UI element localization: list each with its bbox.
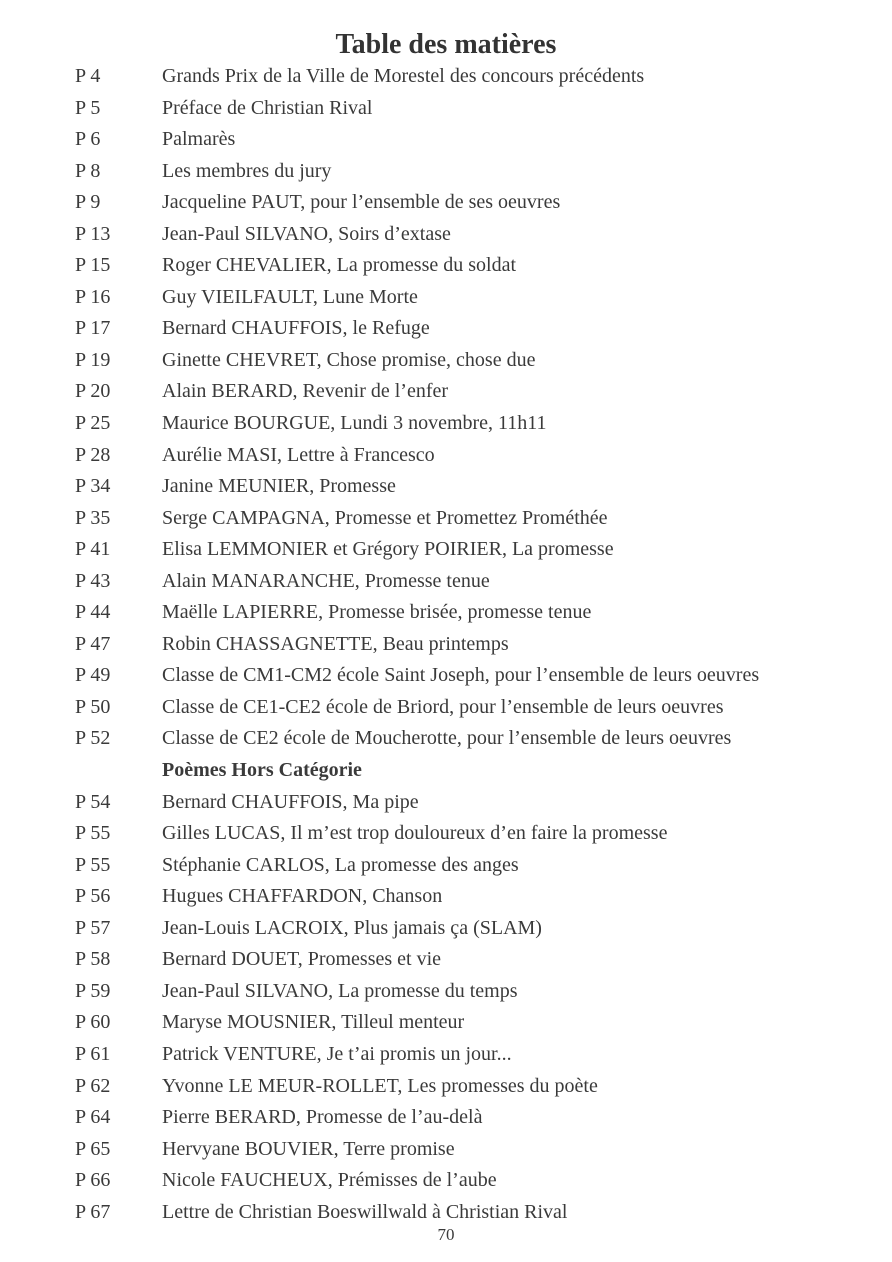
toc-page-number: P 5 xyxy=(75,96,101,119)
toc-row xyxy=(0,156,892,188)
toc-row xyxy=(0,250,892,282)
toc-entry-title: Maëlle LAPIERRE, Promesse brisée, promesse tenue xyxy=(162,601,592,624)
toc-page-number: P 16 xyxy=(75,285,111,308)
toc-entry-title: Préface de Christian Rival xyxy=(162,96,373,119)
toc-row xyxy=(0,376,892,408)
toc-page-number: P 41 xyxy=(75,538,111,561)
toc-row xyxy=(0,692,892,724)
toc-page-number: P 58 xyxy=(75,948,111,971)
toc-page-number: P 6 xyxy=(75,128,101,151)
toc-entry-title: Alain MANARANCHE, Promesse tenue xyxy=(162,569,490,592)
toc-entry-title: Ginette CHEVRET, Chose promise, chose due xyxy=(162,348,536,371)
toc-page-number: P 4 xyxy=(75,65,101,87)
toc-entry-title: Pierre BERARD, Promesse de l’au-delà xyxy=(162,1106,483,1129)
toc-row xyxy=(0,1039,892,1071)
toc-entry-title: Hervyane BOUVIER, Terre promise xyxy=(162,1137,455,1160)
toc-entry-title: Jacqueline PAUT, pour l’ensemble de ses oeuvres xyxy=(162,191,561,214)
toc-page-number: P 43 xyxy=(75,569,111,592)
toc-row xyxy=(0,219,892,251)
toc-page-number: P 25 xyxy=(75,412,111,435)
toc-row xyxy=(0,534,892,566)
toc-row xyxy=(0,787,892,819)
toc-entry-title: Classe de CE1-CE2 école de Briord, pour l’ensemble de leurs oeuvres xyxy=(162,695,724,718)
toc-row xyxy=(0,503,892,535)
toc-row xyxy=(0,660,892,692)
toc-page-number: P 54 xyxy=(75,790,111,813)
toc-entry-title: Lettre de Christian Boeswillwald à Christian Rival xyxy=(162,1200,568,1223)
toc-page-number: P 66 xyxy=(75,1169,111,1192)
toc-section-title: Poèmes Hors Catégorie xyxy=(162,759,362,782)
toc-page-number: P 47 xyxy=(75,632,111,655)
toc-row xyxy=(0,597,892,629)
toc-row xyxy=(0,850,892,882)
toc-page-number: P 35 xyxy=(75,506,111,529)
toc-page-number: P 44 xyxy=(75,601,111,624)
toc-entry-title: Alain BERARD, Revenir de l’enfer xyxy=(162,380,449,403)
toc-entry-title: Patrick VENTURE, Je t’ai promis un jour... xyxy=(162,1042,512,1065)
toc-page-number: P 20 xyxy=(75,380,111,403)
toc-entry-title: Janine MEUNIER, Promesse xyxy=(162,475,396,498)
toc-entry-title: Hugues CHAFFARDON, Chanson xyxy=(162,885,443,908)
toc-entry-title: Classe de CM1-CM2 école Saint Joseph, pour l’ensemble de leurs oeuvres xyxy=(162,664,760,687)
toc-row xyxy=(0,440,892,472)
toc-row xyxy=(0,976,892,1008)
toc-row xyxy=(0,629,892,661)
toc-row xyxy=(0,61,892,93)
toc-entry-title: Roger CHEVALIER, La promesse du soldat xyxy=(162,254,517,277)
toc-row xyxy=(0,566,892,598)
toc-entry-title: Jean-Louis LACROIX, Plus jamais ça (SLAM) xyxy=(162,916,542,939)
toc-page-number: P 56 xyxy=(75,885,111,908)
toc-entry-title: Yvonne LE MEUR-ROLLET, Les promesses du poète xyxy=(162,1074,598,1097)
toc-row xyxy=(0,93,892,125)
toc-entry-title: Maryse MOUSNIER, Tilleul menteur xyxy=(162,1011,465,1034)
toc-entry-title: Robin CHASSAGNETTE, Beau printemps xyxy=(162,632,509,655)
toc-page-number: P 49 xyxy=(75,664,111,687)
toc-entry-title: Nicole FAUCHEUX, Prémisses de l’aube xyxy=(162,1169,497,1192)
toc-page-number: P 60 xyxy=(75,1011,111,1034)
toc-page-number: P 8 xyxy=(75,159,101,182)
toc-entry-title: Elisa LEMMONIER et Grégory POIRIER, La promesse xyxy=(162,538,614,561)
table-of-contents xyxy=(0,61,892,1228)
toc-page-number: P 62 xyxy=(75,1074,111,1097)
toc-row xyxy=(0,723,892,755)
toc-entry-title: Serge CAMPAGNA, Promesse et Promettez Prométhée xyxy=(162,506,608,529)
toc-row xyxy=(0,313,892,345)
toc-row xyxy=(0,187,892,219)
toc-row xyxy=(0,818,892,850)
toc-page-number: P 13 xyxy=(75,222,111,245)
toc-page-number: P 55 xyxy=(75,822,111,845)
toc-row xyxy=(0,1165,892,1197)
toc-row xyxy=(0,944,892,976)
toc-entry-title: Jean-Paul SILVANO, Soirs d’extase xyxy=(162,222,451,245)
toc-section-heading xyxy=(0,755,892,787)
toc-entry-title: Bernard CHAUFFOIS, le Refuge xyxy=(162,317,430,340)
toc-entry-title: Aurélie MASI, Lettre à Francesco xyxy=(162,443,435,466)
page-title: Table des matières xyxy=(335,29,557,60)
toc-page-number: P 55 xyxy=(75,853,111,876)
page-number: 70 xyxy=(437,1225,455,1244)
toc-page-number: P 17 xyxy=(75,317,111,340)
toc-entry-title: Grands Prix de la Ville de Morestel des concours précédents xyxy=(162,65,645,87)
toc-row xyxy=(0,881,892,913)
toc-page-number: P 57 xyxy=(75,916,111,939)
toc-row xyxy=(0,1134,892,1166)
toc-row xyxy=(0,408,892,440)
toc-row xyxy=(0,471,892,503)
toc-row xyxy=(0,282,892,314)
toc-entry-title: Guy VIEILFAULT, Lune Morte xyxy=(162,285,418,308)
toc-entry-title: Jean-Paul SILVANO, La promesse du temps xyxy=(162,979,518,1002)
toc-row xyxy=(0,1071,892,1103)
toc-row xyxy=(0,124,892,156)
toc-row xyxy=(0,345,892,377)
toc-row xyxy=(0,913,892,945)
toc-entry-title: Gilles LUCAS, Il m’est trop douloureux d’en faire la promesse xyxy=(162,822,668,845)
toc-row xyxy=(0,1007,892,1039)
toc-entry-title: Classe de CE2 école de Moucherotte, pour l’ensemble de leurs oeuvres xyxy=(162,727,732,750)
toc-page-number: P 19 xyxy=(75,348,111,371)
toc-page-number: P 67 xyxy=(75,1200,111,1223)
toc-page-number: P 65 xyxy=(75,1137,111,1160)
toc-page-number: P 52 xyxy=(75,727,111,750)
toc-entry-title: Les membres du jury xyxy=(162,159,332,182)
toc-entry-title: Bernard CHAUFFOIS, Ma pipe xyxy=(162,790,419,813)
toc-entry-title: Palmarès xyxy=(162,128,236,151)
toc-page-number: P 28 xyxy=(75,443,111,466)
toc-page-number: P 59 xyxy=(75,979,111,1002)
toc-page-number: P 9 xyxy=(75,191,101,214)
toc-entry-title: Bernard DOUET, Promesses et vie xyxy=(162,948,442,971)
toc-page-number: P 64 xyxy=(75,1106,111,1129)
toc-entry-title: Stéphanie CARLOS, La promesse des anges xyxy=(162,853,519,876)
toc-page-number: P 15 xyxy=(75,254,111,277)
toc-row xyxy=(0,1102,892,1134)
toc-page-number: P 34 xyxy=(75,475,111,498)
toc-page-number: P 61 xyxy=(75,1042,111,1065)
toc-entry-title: Maurice BOURGUE, Lundi 3 novembre, 11h11 xyxy=(162,412,547,435)
toc-page-number: P 50 xyxy=(75,695,111,718)
